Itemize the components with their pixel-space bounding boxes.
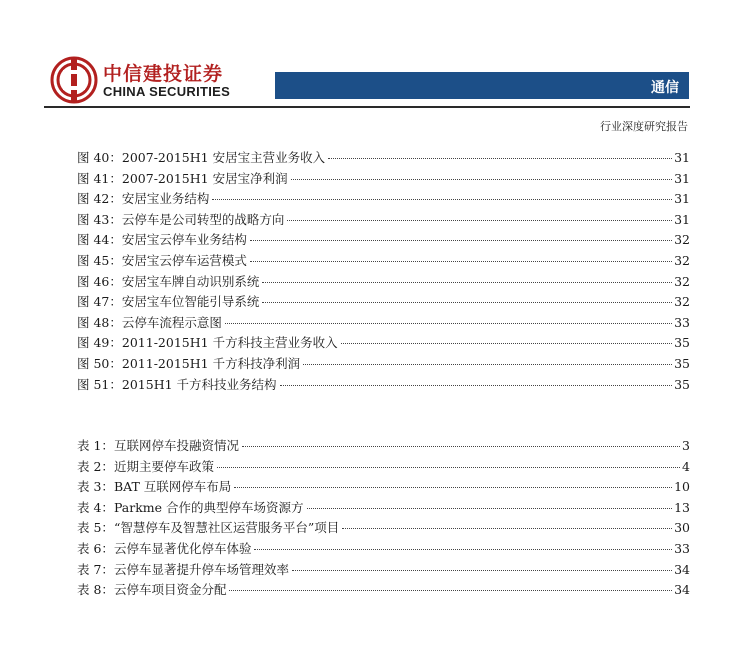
entry-page: 31 (674, 191, 690, 207)
citic-logo-icon (50, 56, 98, 104)
section-bar (275, 72, 689, 99)
figure-entry[interactable] (77, 292, 690, 313)
entry-label: 表 7： (77, 561, 114, 577)
entry-label: 表 6： (77, 540, 114, 556)
entry-page: 32 (674, 273, 690, 289)
entry-title: 云停车流程示意图 (121, 314, 222, 330)
entry-label: 图 48： (77, 314, 122, 330)
figure-entry[interactable] (77, 354, 690, 375)
entry-title: 安居宝业务结构 (121, 191, 210, 207)
dot-leader (262, 281, 672, 283)
entry-label: 图 41： (77, 170, 122, 186)
entry-title: BAT 互联网停车布局 (113, 479, 232, 495)
entry-label: 图 45： (77, 252, 122, 268)
entry-label: 表 2： (77, 458, 114, 474)
entry-page: 34 (674, 561, 690, 577)
entry-label: 表 1： (77, 438, 114, 453)
dot-leader (250, 239, 672, 241)
entry-label: 图 51： (77, 376, 122, 392)
section-label: 通信 (651, 80, 679, 96)
entry-title: 云停车显著优化停车体验 (113, 540, 252, 556)
figure-entry[interactable] (77, 251, 690, 272)
entry-page: 10 (674, 479, 690, 495)
entry-title: 2007-2015H1 安居宝主营业务收入 (121, 150, 326, 165)
dot-leader (341, 342, 673, 344)
entry-title: 2015H1 千方科技业务结构 (121, 376, 277, 392)
entry-title: 互联网停车投融资情况 (113, 438, 239, 453)
entry-page: 33 (674, 314, 690, 330)
entry-label: 表 8： (77, 582, 114, 598)
figure-entry[interactable] (77, 148, 690, 169)
entry-label: 图 44： (77, 232, 122, 248)
dot-leader (303, 363, 672, 365)
entry-page: 35 (674, 376, 690, 392)
entry-title: “智慧停车及智慧社区运营服务平台”项目 (113, 520, 340, 536)
figure-entry[interactable] (77, 333, 690, 354)
entry-page: 32 (674, 252, 690, 268)
entry-page: 32 (674, 294, 690, 310)
dot-leader (225, 322, 672, 324)
entry-title: 2007-2015H1 安居宝净利润 (121, 170, 288, 186)
entry-page: 35 (674, 355, 690, 371)
entry-title: 安居宝车牌自动识别系统 (121, 273, 260, 289)
entry-label: 图 43： (77, 211, 122, 227)
entry-title: Parkme 合作的典型停车场资源方 (113, 499, 304, 515)
table-entry[interactable] (77, 580, 690, 601)
table-entry[interactable] (77, 498, 690, 519)
figure-entry[interactable] (77, 230, 690, 251)
entry-title: 安居宝云停车业务结构 (121, 232, 247, 248)
brand-name-cn: 中信建投证券 (103, 63, 224, 85)
dot-leader (287, 219, 672, 221)
table-entry[interactable] (77, 560, 690, 581)
page-header (0, 0, 750, 110)
brand-name-en: CHINA SECURITIES (103, 84, 231, 99)
figure-entry[interactable] (77, 375, 690, 396)
dot-leader (342, 527, 672, 529)
dot-leader (328, 157, 672, 159)
entry-label: 图 49： (77, 335, 122, 351)
figure-entry[interactable] (77, 210, 690, 231)
dot-leader (212, 198, 672, 200)
table-entry[interactable] (77, 477, 690, 498)
table-entry[interactable] (77, 457, 690, 478)
entry-page: 34 (674, 582, 690, 598)
dot-leader (280, 384, 673, 386)
dot-leader (307, 507, 673, 509)
entry-title: 安居宝云停车运营模式 (121, 252, 247, 268)
entry-page: 31 (674, 150, 690, 165)
entry-label: 图 40： (77, 150, 122, 165)
entry-title: 云停车是公司转型的战略方向 (121, 211, 285, 227)
entry-label: 图 46： (77, 273, 122, 289)
entry-page: 33 (674, 540, 690, 556)
entry-page: 4 (682, 458, 690, 474)
entry-label: 图 47： (77, 294, 122, 310)
entry-label: 图 50： (77, 355, 122, 371)
dot-leader (234, 486, 672, 488)
entry-title: 云停车项目资金分配 (113, 582, 227, 598)
entry-title: 2011-2015H1 千方科技净利润 (121, 355, 301, 371)
entry-label: 图 42： (77, 191, 122, 207)
dot-leader (292, 569, 672, 571)
dot-leader (217, 466, 680, 468)
entry-page: 30 (674, 520, 690, 536)
table-entry[interactable] (77, 436, 690, 457)
entry-page: 32 (674, 232, 690, 248)
entry-page: 35 (674, 335, 690, 351)
dot-leader (242, 445, 680, 447)
entry-title: 2011-2015H1 千方科技主营业务收入 (121, 335, 338, 351)
dot-leader (250, 260, 672, 262)
entry-title: 云停车显著提升停车场管理效率 (113, 561, 289, 577)
entry-page: 31 (674, 170, 690, 186)
header-rule (44, 106, 690, 108)
table-list (77, 436, 690, 601)
entry-page: 13 (674, 499, 690, 515)
entry-label: 表 4： (77, 499, 114, 515)
entry-page: 3 (682, 438, 690, 453)
table-entry[interactable] (77, 539, 690, 560)
entry-label: 表 3： (77, 479, 114, 495)
entry-title: 近期主要停车政策 (113, 458, 214, 474)
entry-page: 31 (674, 211, 690, 227)
dot-leader (262, 301, 672, 303)
figure-entry[interactable] (77, 169, 690, 190)
figure-entry[interactable] (77, 313, 690, 334)
dot-leader (291, 178, 673, 180)
figure-entry[interactable] (77, 272, 690, 293)
dot-leader (229, 589, 672, 591)
dot-leader (254, 548, 672, 550)
figure-entry[interactable] (77, 189, 690, 210)
report-type-label: 行业深度研究报告 (600, 120, 688, 133)
figure-list (77, 148, 690, 395)
entry-title: 安居宝车位智能引导系统 (121, 294, 260, 310)
table-entry[interactable] (77, 518, 690, 539)
entry-label: 表 5： (77, 520, 114, 536)
